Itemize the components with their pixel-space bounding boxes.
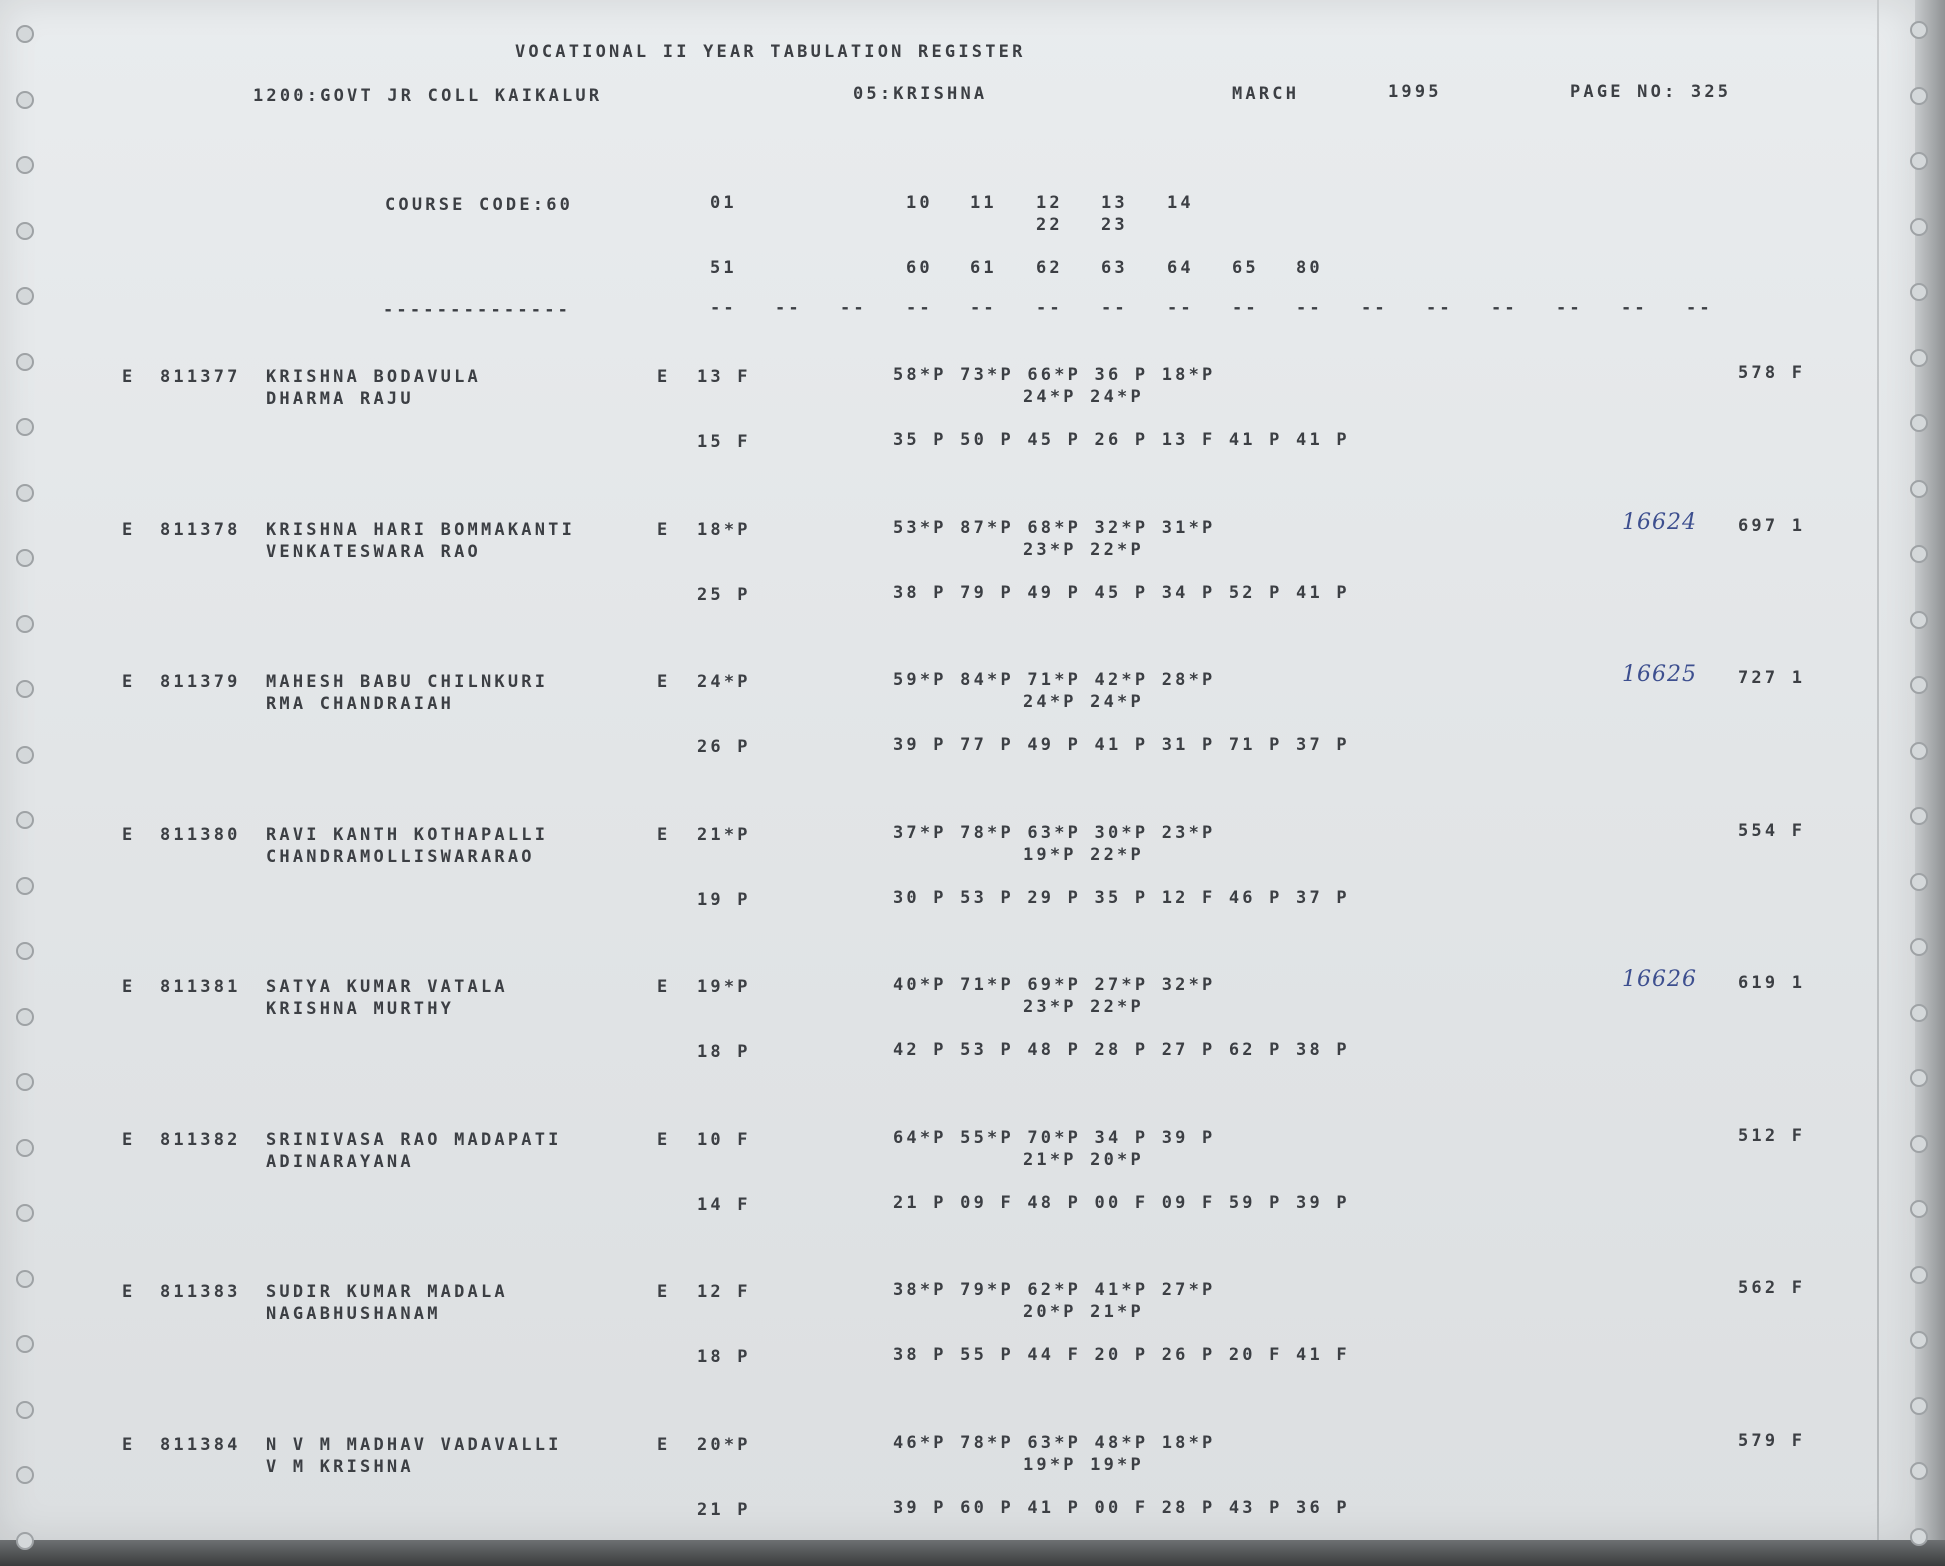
column-dash: --: [1101, 298, 1128, 318]
column-dash: --: [840, 298, 867, 318]
medium-code: E: [657, 824, 671, 845]
student-category: E: [122, 824, 136, 845]
subject-01-mark: 20*P: [697, 1434, 751, 1455]
tractor-hole: [16, 1401, 34, 1419]
medium-code: E: [657, 977, 671, 997]
roll-number: 811377: [160, 367, 241, 387]
tractor-hole: [1910, 349, 1928, 367]
tractor-hole: [1910, 1397, 1928, 1415]
tractor-hole: [1910, 807, 1928, 825]
subject-51-mark: 15 F: [697, 432, 751, 452]
student-name: MAHESH BABU CHILNKURI: [266, 672, 549, 692]
column-dash: --: [970, 298, 997, 318]
tractor-hole: [1910, 611, 1928, 629]
roll-number: 811378: [160, 519, 241, 540]
tractor-hole: [1910, 545, 1928, 563]
tractor-hole: [16, 222, 34, 240]
column-dash: --: [1686, 298, 1713, 318]
register-title: VOCATIONAL II YEAR TABULATION REGISTER: [515, 42, 1026, 62]
marks-line-2: 35 P 50 P 45 P 26 P 13 F 41 P 41 P: [893, 430, 1350, 450]
marks-line-1b: 24*P 24*P: [1023, 692, 1144, 712]
student-category: E: [122, 672, 136, 692]
total-result: 562 F: [1738, 1278, 1806, 1298]
subject-51-mark: 21 P: [697, 1499, 751, 1520]
tractor-hole: [16, 1073, 34, 1091]
tractor-hole: [1910, 283, 1928, 301]
roll-number: 811383: [160, 1282, 241, 1302]
tractor-hole: [16, 746, 34, 764]
tractor-hole: [1910, 676, 1928, 694]
tractor-hole: [16, 811, 34, 829]
subject-01-mark: 21*P: [697, 824, 751, 845]
total-result: 579 F: [1738, 1430, 1806, 1451]
student-category: E: [122, 1282, 136, 1302]
column-dash: --: [906, 298, 933, 318]
col-22: 22: [1036, 215, 1063, 235]
perforation-line: [1877, 0, 1879, 1540]
marks-line-1b: 19*P 22*P: [1023, 844, 1144, 865]
col-62: 62: [1036, 258, 1063, 278]
college-name: 1200:GOVT JR COLL KAIKALUR: [253, 86, 603, 106]
total-result: 578 F: [1738, 363, 1806, 383]
medium-code: E: [657, 519, 671, 540]
col-51: 51: [710, 258, 737, 278]
column-dash: --: [1621, 298, 1648, 318]
column-dash: --: [775, 298, 802, 318]
marks-line-1: 37*P 78*P 63*P 30*P 23*P: [893, 822, 1216, 843]
tractor-hole: [1910, 152, 1928, 170]
col-60: 60: [906, 258, 933, 278]
marks-line-1: 64*P 55*P 70*P 34 P 39 P: [893, 1127, 1216, 1148]
column-dash: --: [1426, 298, 1453, 318]
exam-month: MARCH: [1232, 84, 1300, 104]
father-name: V M KRISHNA: [266, 1456, 414, 1477]
total-result: 554 F: [1738, 820, 1806, 841]
column-dash: --: [1167, 298, 1194, 318]
subject-51-mark: 26 P: [697, 737, 751, 757]
tractor-hole: [1910, 218, 1928, 236]
tractor-hole: [1910, 873, 1928, 891]
col-64: 64: [1167, 258, 1194, 278]
subject-51-mark: 18 P: [697, 1347, 751, 1367]
student-name: N V M MADHAV VADAVALLI: [266, 1434, 562, 1455]
subject-01-mark: 13 F: [697, 367, 751, 387]
col-14: 14: [1167, 193, 1194, 213]
column-dash: --: [1556, 298, 1583, 318]
tractor-hole: [16, 877, 34, 895]
medium-code: E: [657, 672, 671, 692]
tractor-hole: [16, 1270, 34, 1288]
marks-line-1b: 23*P 22*P: [1023, 539, 1144, 560]
col-11: 11: [970, 193, 997, 213]
marks-line-1b: 23*P 22*P: [1023, 997, 1144, 1017]
father-name: KRISHNA MURTHY: [266, 999, 455, 1019]
tractor-hole: [16, 680, 34, 698]
marks-line-1: 40*P 71*P 69*P 27*P 32*P: [893, 975, 1216, 995]
student-category: E: [122, 977, 136, 997]
tractor-hole: [1910, 1004, 1928, 1022]
father-name: NAGABHUSHANAM: [266, 1304, 441, 1324]
column-dash: --: [710, 298, 737, 318]
tractor-hole: [1910, 1069, 1928, 1087]
marks-line-1: 53*P 87*P 68*P 32*P 31*P: [893, 517, 1216, 538]
medium-code: E: [657, 1129, 671, 1150]
tractor-hole: [16, 1204, 34, 1222]
marks-line-1b: 19*P 19*P: [1023, 1454, 1144, 1475]
father-name: CHANDRAMOLLISWARARAO: [266, 846, 535, 867]
marks-line-2: 30 P 53 P 29 P 35 P 12 F 46 P 37 P: [893, 887, 1350, 908]
tractor-hole: [1910, 480, 1928, 498]
marks-line-2: 38 P 55 P 44 F 20 P 26 P 20 F 41 F: [893, 1345, 1350, 1365]
col-63: 63: [1101, 258, 1128, 278]
tractor-hole: [16, 353, 34, 371]
marks-line-1: 46*P 78*P 63*P 48*P 18*P: [893, 1432, 1216, 1453]
subject-01-mark: 12 F: [697, 1282, 751, 1302]
col-61: 61: [970, 258, 997, 278]
marks-line-2: 38 P 79 P 49 P 45 P 34 P 52 P 41 P: [893, 582, 1350, 603]
tractor-hole: [16, 1139, 34, 1157]
col-01: 01: [710, 193, 737, 213]
tractor-hole: [16, 1335, 34, 1353]
sheet-bottom-edge: [0, 1540, 1945, 1566]
roll-number: 811379: [160, 672, 241, 692]
tractor-hole: [1910, 87, 1928, 105]
course-underline: --------------: [383, 300, 572, 320]
marks-line-2: 42 P 53 P 48 P 28 P 27 P 62 P 38 P: [893, 1040, 1350, 1060]
tractor-hole: [16, 615, 34, 633]
marks-line-2: 39 P 77 P 49 P 41 P 31 P 71 P 37 P: [893, 735, 1350, 755]
tractor-hole: [16, 91, 34, 109]
marks-line-1b: 21*P 20*P: [1023, 1149, 1144, 1170]
marks-line-1b: 24*P 24*P: [1023, 387, 1144, 407]
marks-line-1: 38*P 79*P 62*P 41*P 27*P: [893, 1280, 1216, 1300]
col-13: 13: [1101, 193, 1128, 213]
total-result: 512 F: [1738, 1125, 1806, 1146]
page-number: PAGE NO: 325: [1570, 82, 1732, 102]
col-10: 10: [906, 193, 933, 213]
tractor-hole: [16, 1532, 34, 1550]
tractor-hole: [1910, 1331, 1928, 1349]
column-dash: --: [1296, 298, 1323, 318]
tractor-hole: [16, 25, 34, 43]
student-category: E: [122, 519, 136, 540]
tractor-hole: [1910, 1528, 1928, 1546]
medium-code: E: [657, 367, 671, 387]
subject-51-mark: 19 P: [697, 889, 751, 910]
subject-01-mark: 19*P: [697, 977, 751, 997]
student-category: E: [122, 367, 136, 387]
subject-01-mark: 18*P: [697, 519, 751, 540]
marks-line-2: 21 P 09 F 48 P 00 F 09 F 59 P 39 P: [893, 1192, 1350, 1213]
tractor-hole: [16, 1008, 34, 1026]
column-dash: --: [1036, 298, 1063, 318]
tractor-hole: [1910, 1135, 1928, 1153]
subject-51-mark: 25 P: [697, 584, 751, 605]
exam-year: 1995: [1388, 82, 1442, 102]
father-name: RMA CHANDRAIAH: [266, 694, 455, 714]
marks-line-1: 59*P 84*P 71*P 42*P 28*P: [893, 670, 1216, 690]
tractor-hole: [16, 942, 34, 960]
roll-number: 811382: [160, 1129, 241, 1150]
handwritten-number: 16625: [1622, 662, 1697, 687]
tractor-hole: [1910, 1266, 1928, 1284]
subject-01-mark: 24*P: [697, 672, 751, 692]
total-result: 619 1: [1738, 973, 1806, 993]
tractor-hole: [16, 484, 34, 502]
tractor-hole: [16, 287, 34, 305]
student-name: RAVI KANTH KOTHAPALLI: [266, 824, 549, 845]
tractor-hole: [1910, 1200, 1928, 1218]
roll-number: 811380: [160, 824, 241, 845]
student-name: KRISHNA HARI BOMMAKANTI: [266, 519, 576, 540]
course-code: COURSE CODE:60: [385, 195, 574, 215]
student-name: KRISHNA BODAVULA: [266, 367, 481, 387]
tractor-hole: [1910, 742, 1928, 760]
total-result: 697 1: [1738, 515, 1806, 536]
student-category: E: [122, 1129, 136, 1150]
column-dash: --: [1361, 298, 1388, 318]
medium-code: E: [657, 1434, 671, 1455]
tractor-hole: [16, 549, 34, 567]
tractor-hole: [1910, 21, 1928, 39]
father-name: DHARMA RAJU: [266, 389, 414, 409]
subject-51-mark: 18 P: [697, 1042, 751, 1062]
tractor-hole: [1910, 1462, 1928, 1480]
subject-51-mark: 14 F: [697, 1194, 751, 1215]
column-dash: --: [1491, 298, 1518, 318]
col-80: 80: [1296, 258, 1323, 278]
handwritten-number: 16626: [1622, 967, 1697, 992]
tractor-hole: [16, 1466, 34, 1484]
tractor-hole: [16, 418, 34, 436]
column-dash: --: [1232, 298, 1259, 318]
father-name: VENKATESWARA RAO: [266, 541, 481, 562]
roll-number: 811384: [160, 1434, 241, 1455]
subject-01-mark: 10 F: [697, 1129, 751, 1150]
tractor-hole: [1910, 938, 1928, 956]
medium-code: E: [657, 1282, 671, 1302]
student-name: SUDIR KUMAR MADALA: [266, 1282, 508, 1302]
marks-line-1b: 20*P 21*P: [1023, 1302, 1144, 1322]
roll-number: 811381: [160, 977, 241, 997]
handwritten-number: 16624: [1622, 509, 1697, 535]
tractor-hole: [16, 156, 34, 174]
father-name: ADINARAYANA: [266, 1151, 414, 1172]
student-name: SATYA KUMAR VATALA: [266, 977, 508, 997]
marks-line-1: 58*P 73*P 66*P 36 P 18*P: [893, 365, 1216, 385]
district-name: 05:KRISHNA: [853, 84, 988, 104]
total-result: 727 1: [1738, 668, 1806, 688]
col-12: 12: [1036, 193, 1063, 213]
tractor-hole: [1910, 414, 1928, 432]
student-name: SRINIVASA RAO MADAPATI: [266, 1129, 562, 1150]
marks-line-2: 39 P 60 P 41 P 00 F 28 P 43 P 36 P: [893, 1497, 1350, 1518]
col-23: 23: [1101, 215, 1128, 235]
student-category: E: [122, 1434, 136, 1455]
col-65: 65: [1232, 258, 1259, 278]
